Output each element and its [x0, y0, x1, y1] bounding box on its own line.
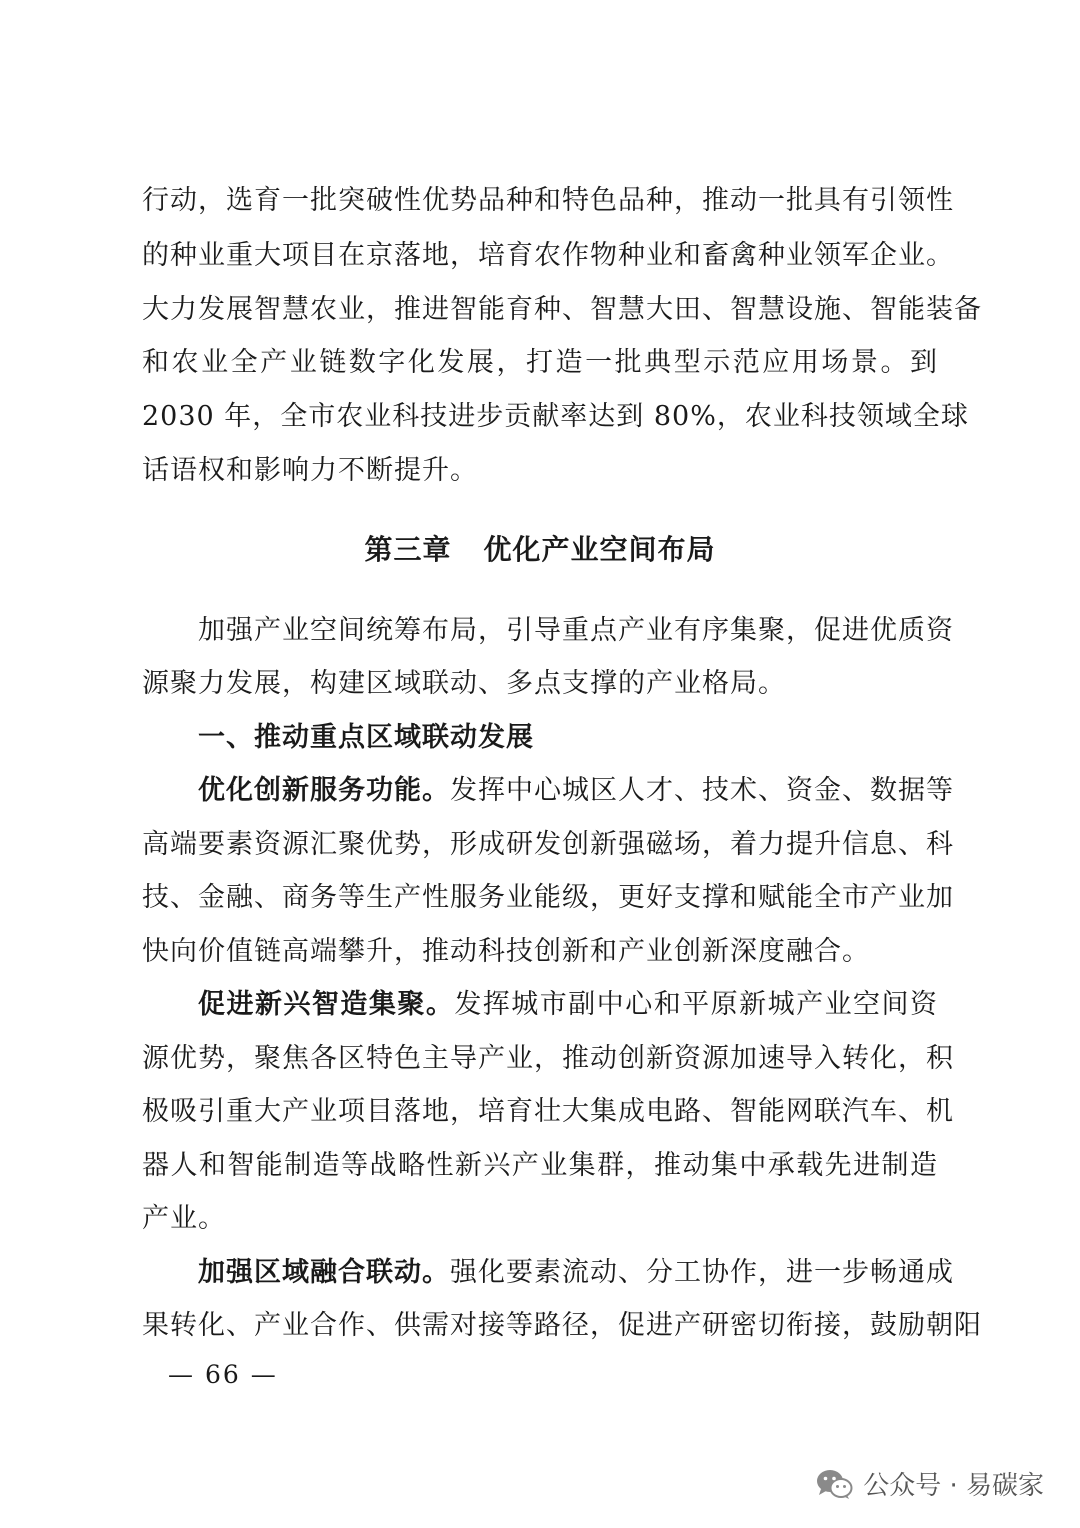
body-text-line: 大力发展智慧农业，推进智能育种、智慧大田、智慧设施、智能装备 [142, 294, 982, 325]
body-text-line: 源聚力发展，构建区域联动、多点支撑的产业格局。 [142, 668, 786, 699]
chapter-number: 第三章 [364, 533, 452, 566]
body-text-line: 技、金融、商务等生产性服务业能级，更好支撑和赋能全市产业加 [142, 882, 954, 913]
paragraph-first-line [198, 985, 938, 1025]
body-text-line: 和农业全产业链数字化发展，打造一批典型示范应用场景。到 [142, 347, 938, 378]
body-text-line: 话语权和影响力不断提升。 [142, 455, 478, 486]
body-text-line: 快向价值链高端攀升，推动科技创新和产业创新深度融合。 [142, 936, 870, 967]
paragraph-lead: 促进新兴智造集聚。 [198, 989, 455, 1020]
chapter-heading [0, 530, 1080, 570]
body-text-line: 器人和智能制造等战略性新兴产业集群，推动集中承载先进制造 [142, 1150, 938, 1181]
paragraph-text: 强化要素流动、分工协作，进一步畅通成 [450, 1257, 954, 1288]
body-text-line: 加强产业空间统筹布局，引导重点产业有序集聚，促进优质资 [198, 615, 954, 646]
paragraph-first-line [198, 1253, 954, 1293]
wechat-icon [815, 1468, 853, 1500]
watermark-text: 公众号 · 易碳家 [863, 1471, 1044, 1501]
watermark [815, 1465, 1044, 1502]
body-text-line: 行动，选育一批突破性优势品种和特色品种，推动一批具有引领性 [142, 185, 954, 216]
body-text-line: 产业。 [142, 1203, 226, 1234]
paragraph-text: 发挥城市副中心和平原新城产业空间资 [454, 989, 939, 1020]
body-text-line: 2030 年，全市农业科技进步贡献率达到 80%，农业科技领域全球 [142, 401, 969, 432]
body-text-line: 的种业重大项目在京落地，培育农作物种业和畜禽种业领军企业。 [142, 240, 954, 271]
paragraph-text: 发挥中心城区人才、技术、资金、数据等 [450, 775, 954, 806]
paragraph-lead: 加强区域融合联动。 [198, 1257, 450, 1288]
body-text-line: 高端要素资源汇聚优势，形成研发创新强磁场，着力提升信息、科 [142, 829, 954, 860]
body-text-line: 源优势，聚焦各区特色主导产业，推动创新资源加速导入转化，积 [142, 1043, 954, 1074]
body-text-line: 极吸引重大产业项目落地，培育壮大集成电路、智能网联汽车、机 [142, 1096, 954, 1127]
paragraph-first-line [198, 771, 954, 811]
paragraph-lead: 优化创新服务功能。 [198, 775, 450, 806]
page-number: — 66 — [168, 1360, 278, 1389]
chapter-title: 优化产业空间布局 [483, 533, 716, 566]
body-text-line: 果转化、产业合作、供需对接等路径，促进产研密切衔接，鼓励朝阳 [142, 1310, 982, 1341]
section-heading: 一、推动重点区域联动发展 [198, 722, 534, 753]
